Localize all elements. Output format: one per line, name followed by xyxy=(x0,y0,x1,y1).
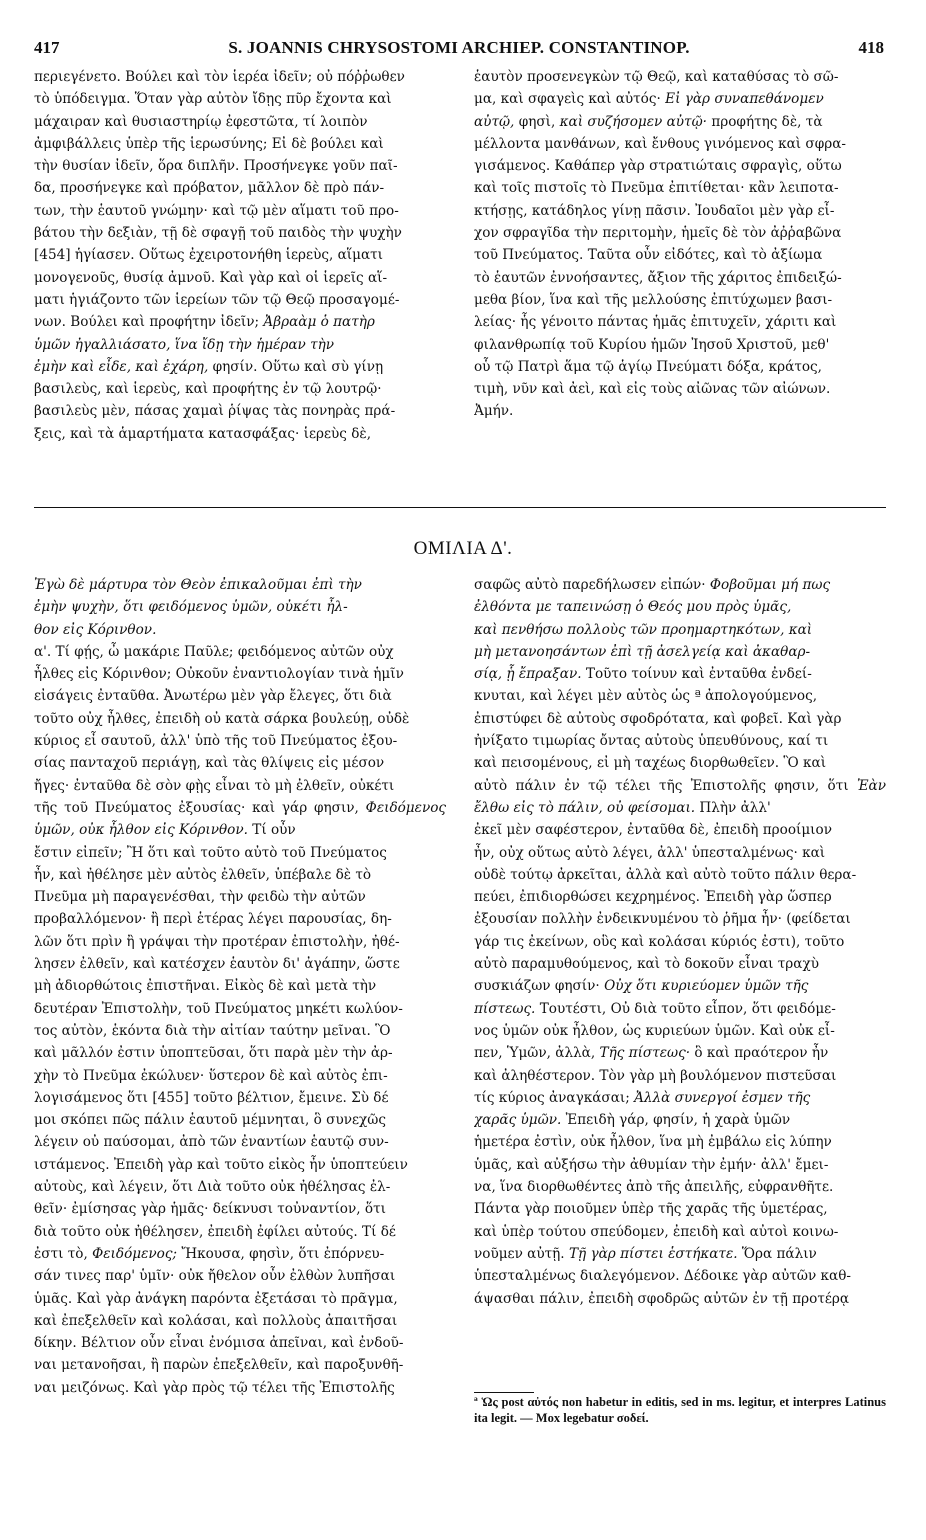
text-run: ὃ καὶ πραότερον ἦν καὶ ἀληθέστερον. Τὸν γὰρ μὴ βουλόμενον πιστεῦσαι τίς κύριος ἀναγκάσαι; xyxy=(474,1045,837,1106)
page-number-right: 418 xyxy=(858,38,884,57)
bottom-right-column xyxy=(474,574,886,1384)
scripture-quote: Φειδόμενος ὑμῶν, οὐκ ἦλθον εἰς Κόρινθον. xyxy=(34,799,446,839)
running-title: S. JOANNIS CHRYSOSTOMI ARCHIEP. CONSTANTINOP. xyxy=(228,38,690,57)
page-number-left: 417 xyxy=(34,38,60,57)
text-run: προφήτης δὲ, τὰ μέλλοντα μανθάνων, καὶ ἔνθους γινόμενος καὶ σφρα- γισάμενος. Καθάπερ γὰρ στρατιώταις σφραγὶς, οὕτω καὶ τοῖς πιστοῖς τὸ Πνεῦμα ἐπιτίθεται· κἂν λειποτα- κτήσῃς, κατάδηλος γίνῃ πᾶσιν. Ἰουδαῖοι μὲν γὰρ εἶ- χον σφραγῖδα τὴν περιτομὴν, ἡμεῖς δὲ τὸν ἀῤῥαβῶνα τοῦ Πνεύματος. Ταῦτα οὖν εἰδότες, καὶ τὸ ἀξίωμα τὸ ἑαυτῶν ἐννοήσαντες, ἄξιον τῆς χάριτος ἐπιδειξώ- μεθα βίον, ἵνα καὶ τῆς μελλούσης ἐπιτύχωμεν βασι- λείας· ἧς γένοιτο πάντας ἡμᾶς ἐπιτυχεῖν, χάριτι καὶ φιλανθρωπίᾳ τοῦ Κυρίου ἡμῶν Ἰησοῦ Χριστοῦ, μεθ' οὗ τῷ Πατρὶ ἅμα τῷ ἁγίῳ Πνεύματι δόξα, κράτος, τιμὴ, νῦν καὶ ἀεὶ, καὶ εἰς τοὺς αἰῶνας τῶν αἰώνων. Ἀμήν. xyxy=(474,113,846,420)
scripture-quote: καὶ συζήσομεν αὐτῷ· xyxy=(559,113,707,130)
section-divider xyxy=(34,507,886,508)
text-run: Τί οὖν ἔστιν εἰπεῖν; Ἢ ὅτι καὶ τοῦτο αὐτὸ τοῦ Πνεύματος ἦν, καὶ ἠθέλησε μὲν αὐτὸς ἐλθεῖν, ὑπέβαλε δὲ τὸ Πνεῦμα μὴ παραγενέσθαι, τὴν φειδὼ τὴν αὐτῶν προβαλλόμενον· ἢ περὶ ἑτέρας λέγει παρουσίας, δη- λῶν ὅτι πρὶν ἢ γράψαι τὴν προτέραν ἐπιστολὴν, ἠθέ- λησεν ἐλθεῖν, καὶ κατέσχεν ἑαυτὸν δι' ἀγάπην, ὥστε μὴ ἀδιορθώτοις ἐπιστῆναι. Εἰκὸς δὲ καὶ μετὰ τὴν δευτέραν Ἐπιστολὴν, τοῦ Πνεύματος μηκέτι κωλύον- τος αὐτὸν, ἑκόντα διὰ τὴν αἰτίαν ταύτην μεῖναι. Ὃ καὶ μᾶλλόν ἐστιν ὑποπτεῦσαι, ὅτι παρὰ μὲν τὴν ἀρ- χὴν τὸ Πνεῦμα ἐκώλυεν· ὕστερον δὲ καὶ αὐτὸς ἐπι- λογισάμενος ὅτι [455] τοῦτο βέλτιον, ἔμεινε. Σὺ δέ μοι σκόπει πῶς πάλιν ἑαυτοῦ μέμνηται, ὃ συνεχῶς λέγειν οὐ παύσομαι, ἀπὸ τῶν ἐναντίων ἑαυτῷ συν- ιστάμενος. Ἐπειδὴ γὰρ καὶ τοῦτο εἰκὸς ἦν ὑποπτεύειν αὐτοὺς, καὶ λέγειν, ὅτι Διὰ τοῦτο οὐκ ἠθέλησας ἐλ- θεῖν· ἐμίσησας γὰρ ἡμᾶς· δείκνυσι τοὐναντίον, ὅτι διὰ τοῦτο οὐκ ἠθέλησεν, ἐπειδὴ ἐφίλει αὐτούς. Τί δέ ἐστι τὸ, xyxy=(34,822,408,1262)
text-run: Τοῦτο τοίνυν καὶ ἐνταῦθα ἐνδεί- κνυται, καὶ λέγει μὲν αὐτὸς ὡς ª ἀπολογούμενος, ἐπιστύφει δὲ αὐτοὺς σφοδρότατα, καὶ φοβεῖ. Καὶ γὰρ ἠνίξατο τιμωρίας ὄντας αὐτοὺς ὑπευθύνους, καί τι καὶ πεισομένους, εἰ μὴ ταχέως διορθωθεῖεν. Ὃ καὶ αὐτὸ πάλιν ἐν τῷ τέλει τῆς Ἐπιστολῆς φησιν, ὅτι xyxy=(474,666,849,794)
text-run: Ὅρα πάλιν ὑπεσταλμένως διαλεγόμενον. Δέδοικε γὰρ αὐτῶν καθ- άψασθαι πάλιν, ἐπειδὴ σφοδρῶς αὐτῶν ἐν τῇ προτέρᾳ xyxy=(474,1245,852,1307)
bottom-left-column xyxy=(34,574,446,1524)
scripture-quote: Εἰ γὰρ συναπεθάνομεν αὐτῷ, xyxy=(474,91,824,130)
text-run: σαφῶς αὐτὸ παρεδήλωσεν εἰπών· xyxy=(474,577,706,593)
top-right-column xyxy=(474,66,886,478)
scripture-quote: Οὐχ ὅτι κυριεύομεν ὑμῶν τῆς πίστεως. xyxy=(474,978,809,1017)
text-run: Ἤκουσα, φησὶν, ὅτι ἐπόρνευ- σάν τινες παρ' ὑμῖν· οὐκ ἤθελον οὖν ἐλθὼν λυπῆσαι ὑμᾶς. Καὶ γὰρ ἀνάγκη παρόντα ἐξετάσαι τὸ πρᾶγμα, καὶ ἐπεξελθεῖν καὶ κολάσαι, καὶ πολλοὺς ἀπαιτῆσαι δίκην. Βέλτιον οὖν εἶναι ἐνόμισα ἀπεῖναι, καὶ ἐνδοῦ- ναι μετανοῆσαι, ἢ παρὼν ἐπεξελθεῖν, καὶ παροξυνθῆ- ναι μειζόνως. Καὶ γὰρ πρὸς τῷ τέλει τῆς Ἐπιστολῆς xyxy=(34,1245,404,1396)
text-run: Τουτέστι, Οὐ διὰ τοῦτο εἶπον, ὅτι φειδόμε- νος ὑμῶν οὐκ ἦλθον, ὡς κυριεύων ὑμῶν. Καὶ οὐκ εἶ- πεν, Ὑμῶν, ἀλλὰ, xyxy=(474,1000,836,1062)
top-left-column xyxy=(34,66,446,478)
homily-title: ΟΜΙΛΙΑ Δ'. xyxy=(413,538,513,559)
scripture-quote: Τῆς πίστεως· xyxy=(599,1045,691,1062)
scripture-quote: Ἐὰν ἔλθω εἰς τὸ πάλιν, οὐ φείσομαι. xyxy=(474,777,886,816)
text-run: α'. Τί φῄς, ὦ μακάριε Παῦλε; φειδόμενος αὐτῶν οὐχ ἦλθες εἰς Κόρινθον; Οὐκοῦν ἐναντιολογίαν τινὰ ἡμῖν εἰσάγεις ἐνταῦθα. Ἀνωτέρω μὲν γὰρ ἔλεγες, ὅτι διὰ τοῦτο οὐχ ἦλθες, ἐπειδὴ οὐ κατὰ σάρκα βουλεύῃ, οὐδὲ κύριος εἶ σαυτοῦ, ἀλλ' ὑπὸ τῆς τοῦ Πνεύματος ἐξου- σίας πανταχοῦ περιάγῃ, καὶ τὰς θλίψεις εἰς μέσον ἤγες· ἐνταῦθα δὲ σὸν φῂς εἶναι τὸ μὴ ἐλθεῖν, οὐκέτι τῆς τοῦ Πνεύματος ἐξουσίας· καὶ γάρ φησιν, xyxy=(34,643,410,816)
epigraph: Ἐγὼ δὲ μάρτυρα τὸν Θεὸν ἐπικαλοῦμαι ἐπὶ τὴν ἐμὴν ψυχὴν, ὅτι φειδόμενος ὑμῶν, οὐκέτι ἦλ- θον εἰς Κόρινθον. xyxy=(34,577,362,638)
running-header xyxy=(34,38,884,64)
scripture-quote: Ἀβραὰμ ὁ πατὴρ ὑμῶν ἠγαλλιάσατο, ἵνα ἴδῃ τὴν ἡμέραν τὴν ἐμὴν καὶ εἶδε, καὶ ἐχάρη, xyxy=(34,314,375,375)
scripture-quote: Τῇ γὰρ πίστει ἑστήκατε. xyxy=(568,1245,738,1262)
text-run: ἑαυτὸν προσενεγκὼν τῷ Θεῷ, καὶ καταθύσας τὸ σῶ- μα, καὶ σφαγεὶς καὶ αὐτός· xyxy=(474,69,839,108)
scripture-quote: Φοβοῦμαι μή πως ἐλθόντα με ταπεινώσῃ ὁ Θεός μου πρὸς ὑμᾶς, καὶ πενθήσω πολλοὺς τῶν προημαρτηκότων, καὶ μὴ μετανοησάντων ἐπὶ τῇ ἀσελγείᾳ καὶ ἀκαθαρ- σίᾳ, ᾗ ἔπραξαν. xyxy=(474,577,831,683)
scripture-quote: Ἀλλὰ συνεργοί ἐσμεν τῆς χαρᾶς ὑμῶν. xyxy=(474,1089,811,1129)
text-run: περιεγένετο. Βούλει καὶ τὸν ἱερέα ἰδεῖν; οὐ πόῤῥωθεν τὸ ὑπόδειγμα. Ὅταν γὰρ αὐτὸν ἴδῃς πῦρ ἔχοντα καὶ μάχαιραν καὶ θυσιαστηρίῳ ἐφεστῶτα, τί λοιπὸν ἀμφιβάλλεις ὑπὲρ τῆς ἱερωσύνης; Εἰ δὲ βούλει καὶ τὴν θυσίαν ἰδεῖν, ὅρα διπλῆν. Προσήνεγκε γοῦν παῖ- δα, προσήνεγκε καὶ πρόβατον, μᾶλλον δὲ πρὸ πάν- των, τὴν ἑαυτοῦ γνώμην· καὶ τῷ μὲν αἵματι τοῦ προ- βάτου τὴν δεξιὰν, τῇ δὲ σφαγῇ τοῦ παιδὸς τὴν ψυχὴν [454] ἡγίασεν. Οὕτως ἐχειροτονήθη ἱερεὺς, αἵματι μονογενοῦς, θυσίᾳ ἀμνοῦ. Καὶ γὰρ καὶ οἱ ἱερεῖς αἵ- ματι ἡγιάζοντο τῶν ἱερείων τῶν τῷ Θεῷ προσαγομέ- νων. Βούλει καὶ προφήτην ἰδεῖν; xyxy=(34,69,405,331)
text-run: Ἐπειδὴ γάρ, φησίν, ἡ χαρὰ ὑμῶν ἡμετέρα ἐστὶν, οὐκ ἦλθον, ἵνα μὴ ἐμβάλω εἰς λύπην ὑμᾶς, καὶ αὐξήσω τὴν ἀθυμίαν τὴν ἐμήν· ἀλλ' ἔμει- να, ἵνα διορθωθέντες ἀπὸ τῆς ἀπειλῆς, εὐφρανθῆτε. Πάντα γὰρ ποιοῦμεν ὑπὲρ τῆς χαρᾶς τῆς ὑμετέρας, καὶ ὑπὲρ τούτου σπεύδομεν, ἐπειδὴ καὶ αὐτοὶ κοινω- νοῦμεν αὐτῇ. xyxy=(474,1112,839,1262)
text-run: Πλὴν ἀλλ' ἐκεῖ μὲν σαφέστερον, ἐνταῦθα δὲ, ἐπειδὴ προοίμιον ἦν, οὐχ οὕτως αὐτὸ λέγει, ἀλλ' ὑπεσταλμένως· καὶ οὐδὲ τούτῳ ἀρκεῖται, ἀλλὰ καὶ αὐτὸ τοῦτο πάλιν θερα- πεύει, ἐπιδιορθώσει κεχρημένος. Ἐπειδὴ γὰρ ὥσπερ ἐξουσίαν πολλὴν ἐνδεικνυμένου τὸ ῥῆμα ἦν· (φείδεται γάρ τις ἐκείνων, οὓς καὶ κολάσαι κύριός ἐστι), τοῦτο αὐτὸ παραμυθούμενος, καὶ τὸ δοκοῦν εἶναι τραχὺ συσκιάζων φησίν· xyxy=(474,799,857,995)
footnote: ª Ὡς post αὐτός non habetur in editis, sed in ms. legitur, et interpres Latinus ita legit. — Mox legebatur σοδεί. xyxy=(474,1395,886,1425)
text-run: φησὶ, xyxy=(518,113,556,130)
scripture-quote: Φειδόμενος; xyxy=(92,1245,178,1262)
footnote-rule xyxy=(474,1392,534,1393)
text-run: φησίν. Οὕτω καὶ σὺ γίνῃ βασιλεὺς, καὶ ἱερεὺς, καὶ προφήτης ἐν τῷ λουτρῷ· βασιλεὺς μὲν, πάσας χαμαὶ ῥίψας τὰς πονηρὰς πρά- ξεις, καὶ τὰ ἁμαρτήματα κατασφάξας· ἱερεὺς δὲ, xyxy=(34,358,396,442)
